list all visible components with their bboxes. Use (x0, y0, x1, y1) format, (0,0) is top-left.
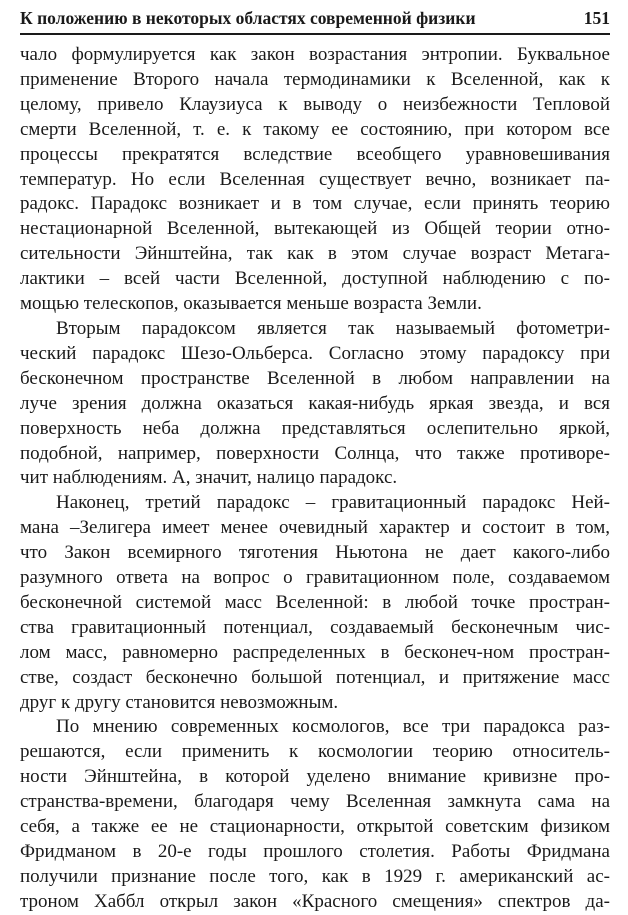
text-line: радокс. Парадокс возникает и в том случае, если принять теорию (20, 193, 610, 215)
text-line: целому, привело Клаузиуса к выводу о неизбежности Тепловой (20, 93, 610, 115)
text-line: смерти Вселенной, т. е. к такому ее состоянию, при котором все (20, 118, 610, 140)
book-page (20, 6, 610, 915)
text-line: лактики – всей части Вселенной, доступной наблюдению с по- (20, 268, 610, 290)
text-line: сительности Эйнштейна, так как в этом случае возраст Метага- (20, 243, 610, 265)
text-line: себя, а также ее не стационарности, открытой советским физиком (20, 816, 610, 838)
page-number: 151 (583, 8, 610, 28)
paragraph (20, 43, 610, 317)
body-text (20, 43, 610, 915)
text-line: Наконец, третий парадокс – гравитационный парадокс Ней- (56, 492, 610, 514)
text-line: мана –Зелигера имеет менее очевидный характер и состоит в том, (20, 517, 610, 539)
text-line: чит наблюдениям. А, значит, налицо парадокс. (20, 467, 398, 489)
text-line: ства гравитационный потенциал, создаваемый бесконечным чис- (20, 616, 610, 638)
text-line: Вторым парадоксом является так называемый фотометри- (56, 317, 610, 339)
text-line: стве, создаст бесконечно большой потенциал, и притяжение масс (20, 666, 610, 688)
text-line: решаются, если применить к космологии теорию относитель- (20, 741, 610, 763)
text-line: нестационарной Вселенной, вытекающей из Общей теории отно- (20, 218, 610, 240)
text-line: получили признание после того, как в 1929 г. американский ас- (20, 865, 610, 887)
text-line: процессы прекратятся вследствие всеобщего уравновешивания (20, 143, 610, 165)
text-line: бесконечном пространстве Вселенной в любом направлении на (20, 367, 610, 389)
running-header (20, 6, 610, 35)
paragraph (20, 491, 610, 715)
text-line: странства-времени, благодаря чему Вселенная замкнута сама на (20, 791, 610, 813)
text-line: поверхность неба должна представляться ослепительно яркой, (20, 417, 610, 439)
text-line: применение Второго начала термодинамики к Вселенной, как к (20, 68, 610, 90)
paragraph (20, 715, 610, 914)
text-line: чало формулируется как закон возрастания энтропии. Буквальное (20, 44, 610, 65)
text-line: бесконечной системой масс Вселенной: в любой точке простран- (20, 591, 610, 613)
text-line: мощью телескопов, оказывается меньше возраста Земли. (20, 293, 482, 315)
text-line: подобной, например, поверхности Солнца, что также противоре- (20, 442, 610, 464)
text-line: ческий парадокс Шезо-Ольберса. Согласно этому парадоксу при (20, 342, 610, 364)
text-line: Фридманом в 20-е годы прошлого столетия. Работы Фридмана (20, 841, 610, 862)
text-line: лом масс, равномерно распределенных в бесконеч-ном простран- (20, 641, 610, 663)
text-line: По мнению современных космологов, все три парадокса раз- (56, 716, 610, 738)
paragraph (20, 317, 610, 491)
chapter-title: К положению в некоторых областях современной физики (20, 8, 476, 28)
text-line: ности Эйнштейна, в которой уделено внимание кривизне про- (20, 766, 610, 788)
text-line: разумного ответа на вопрос о гравитационном поле, создаваемом (20, 567, 610, 589)
text-line: луче зрения должна оказаться какая-нибудь яркая звезда, и вся (20, 392, 610, 414)
text-line: температур. Но если Вселенная существует вечно, возникает па- (20, 168, 610, 190)
text-line: троном Хаббл открыл закон «Красного смещения» спектров да- (20, 890, 610, 912)
text-line: что Закон всемирного тяготения Ньютона не дает какого-либо (20, 542, 610, 564)
text-line: друг к другу становится невозможным. (20, 691, 339, 713)
